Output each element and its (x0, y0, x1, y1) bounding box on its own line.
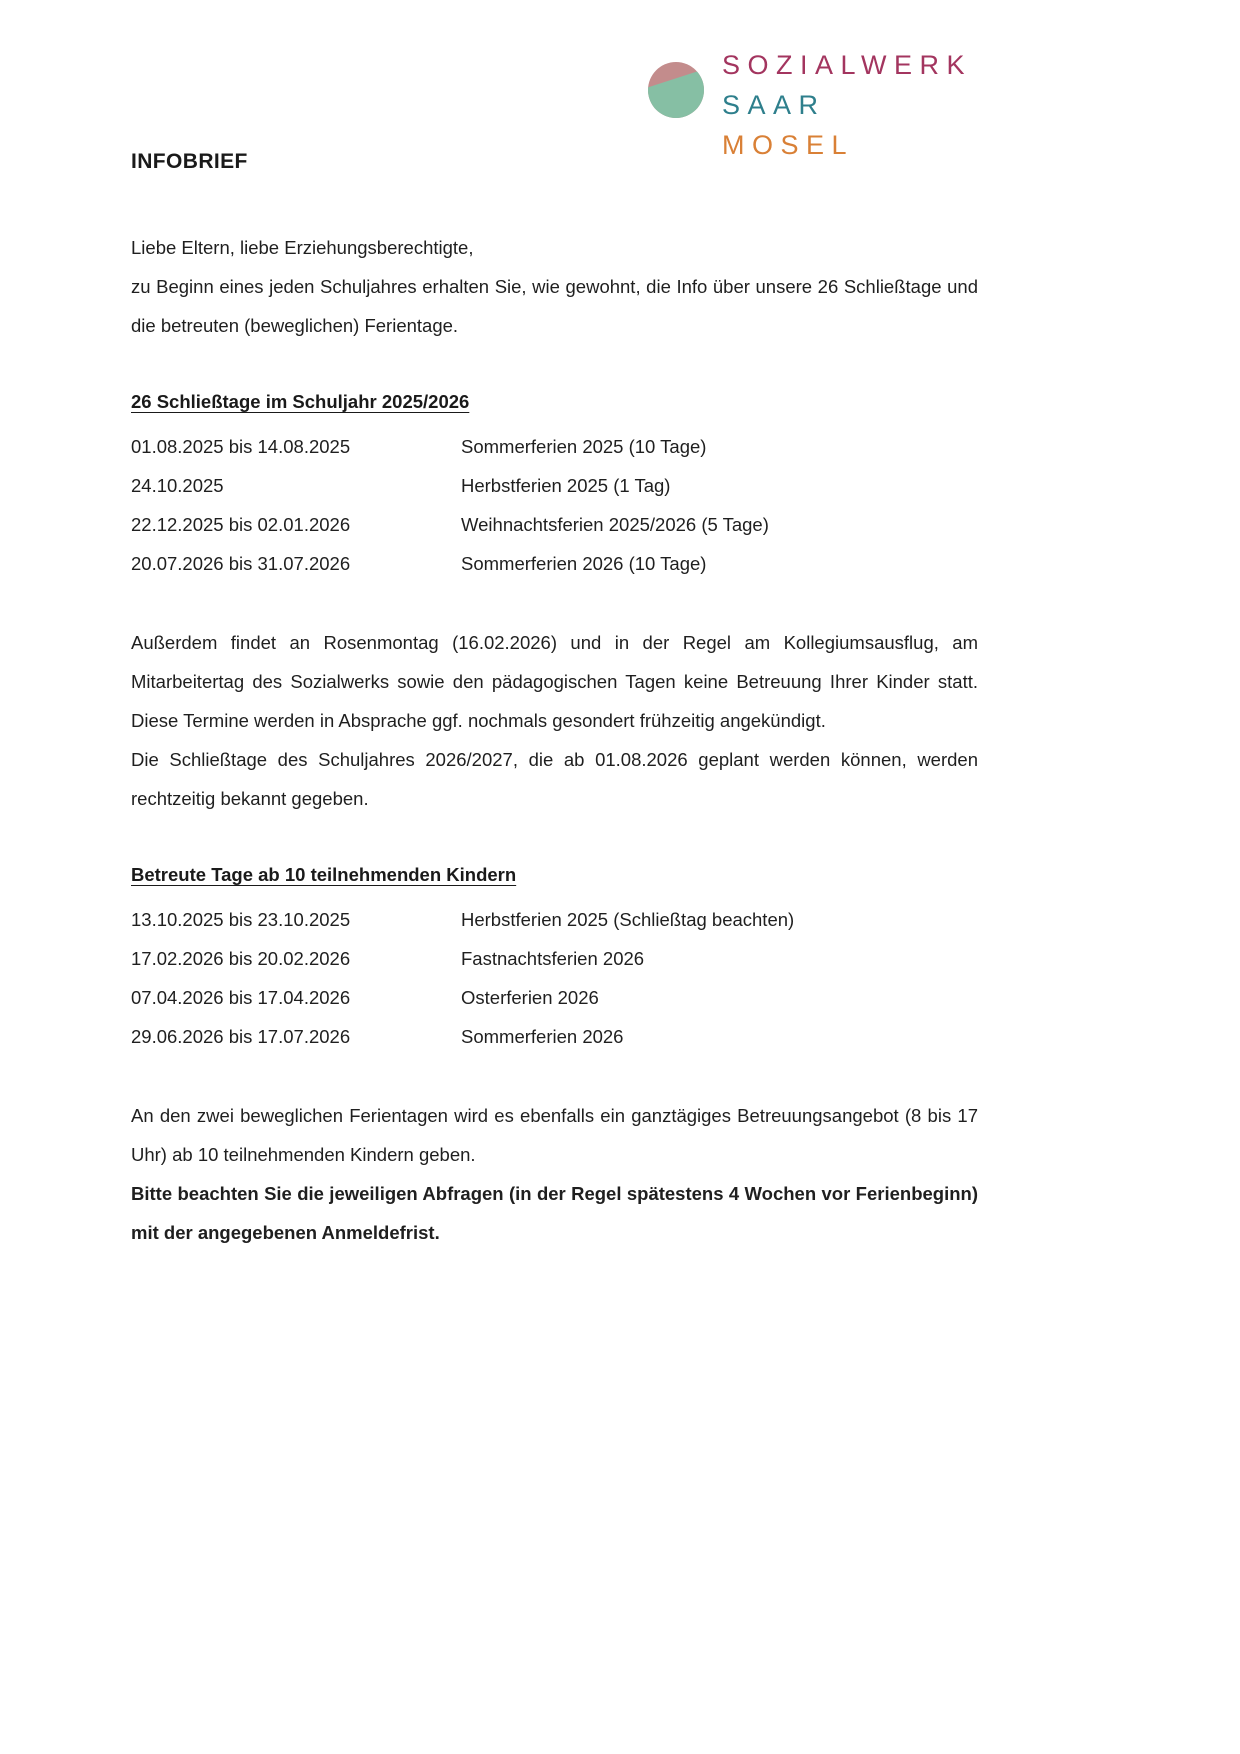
row-date: 13.10.2025 bis 23.10.2025 (131, 909, 351, 930)
table-row (131, 900, 978, 939)
intro-paragraph: zu Beginn eines jeden Schuljahres erhalten Sie, wie gewohnt, die Info über unsere 26 Schließtage und die betreuten (beweglichen) Ferientage. (131, 276, 978, 336)
logo-line-saar: SAAR (722, 90, 826, 120)
row-label: Osterferien 2026 (461, 987, 599, 1008)
row-date: 20.07.2026 bis 31.07.2026 (131, 553, 351, 574)
table-row (131, 544, 978, 583)
note-paragraph-rosenmontag: Außerdem findet an Rosenmontag (16.02.2026) und in der Regel am Kollegiumsausflug, am Mitarbeitertag des Sozialwerks sowie den pädagogischen Tagen keine Betreuung Ihrer Kinder statt. Diese Termine werden in Absprache ggf. nochmals gesondert frühzeitig angekündigt. (131, 632, 978, 731)
table-row (131, 978, 978, 1017)
row-date: 17.02.2026 bis 20.02.2026 (131, 948, 351, 969)
table-row (131, 427, 978, 466)
table-row (131, 1017, 978, 1056)
schliesstage-table (131, 427, 978, 583)
closing-paragraph: An den zwei beweglichen Ferientagen wird es ebenfalls ein ganztägiges Betreuungsangebot (8 bis 17 Uhr) ab 10 teilnehmenden Kindern geben. (131, 1105, 978, 1165)
document-body (131, 150, 978, 1252)
logo-wordmark (722, 52, 972, 159)
table-row (131, 505, 978, 544)
row-label: Herbstferien 2025 (Schließtag beachten) (461, 909, 795, 930)
logo-line-mosel: MOSEL (722, 130, 855, 160)
section-heading-betreute-tage: Betreute Tage ab 10 teilnehmenden Kindern (131, 864, 517, 885)
row-label: Sommerferien 2026 (461, 1026, 624, 1047)
row-label: Fastnachtsferien 2026 (461, 948, 645, 969)
row-date: 01.08.2025 bis 14.08.2025 (131, 436, 351, 457)
salutation-text: Liebe Eltern, liebe Erziehungsberechtigte, (131, 237, 474, 258)
organization-logo (648, 52, 972, 159)
row-label: Sommerferien 2025 (10 Tage) (461, 436, 707, 457)
row-date: 07.04.2026 bis 17.04.2026 (131, 987, 351, 1008)
circle-split-mark-icon (648, 62, 704, 118)
betreute-tage-table (131, 900, 978, 1056)
row-label: Weihnachtsferien 2025/2026 (5 Tage) (461, 514, 769, 535)
section-heading-schliesstage: 26 Schließtage im Schuljahr 2025/2026 (131, 391, 470, 412)
row-date: 22.12.2025 bis 02.01.2026 (131, 514, 351, 535)
row-date: 29.06.2026 bis 17.07.2026 (131, 1026, 351, 1047)
table-row (131, 939, 978, 978)
table-row (131, 466, 978, 505)
closing-paragraph-bold: Bitte beachten Sie die jeweiligen Abfragen (in der Regel spätestens 4 Wochen vor Ferienbeginn) mit der angegebenen Anmeldefrist. (131, 1183, 978, 1243)
row-date: 24.10.2025 (131, 475, 224, 496)
row-label: Herbstferien 2025 (1 Tag) (461, 475, 671, 496)
row-label: Sommerferien 2026 (10 Tage) (461, 553, 707, 574)
logo-line-sozialwerk: SOZIALWERK (722, 50, 973, 80)
note-paragraph-schuljahr-2026: Die Schließtage des Schuljahres 2026/2027, die ab 01.08.2026 geplant werden können, werden rechtzeitig bekannt gegeben. (131, 749, 978, 809)
page-title: INFOBRIEF (131, 150, 248, 173)
